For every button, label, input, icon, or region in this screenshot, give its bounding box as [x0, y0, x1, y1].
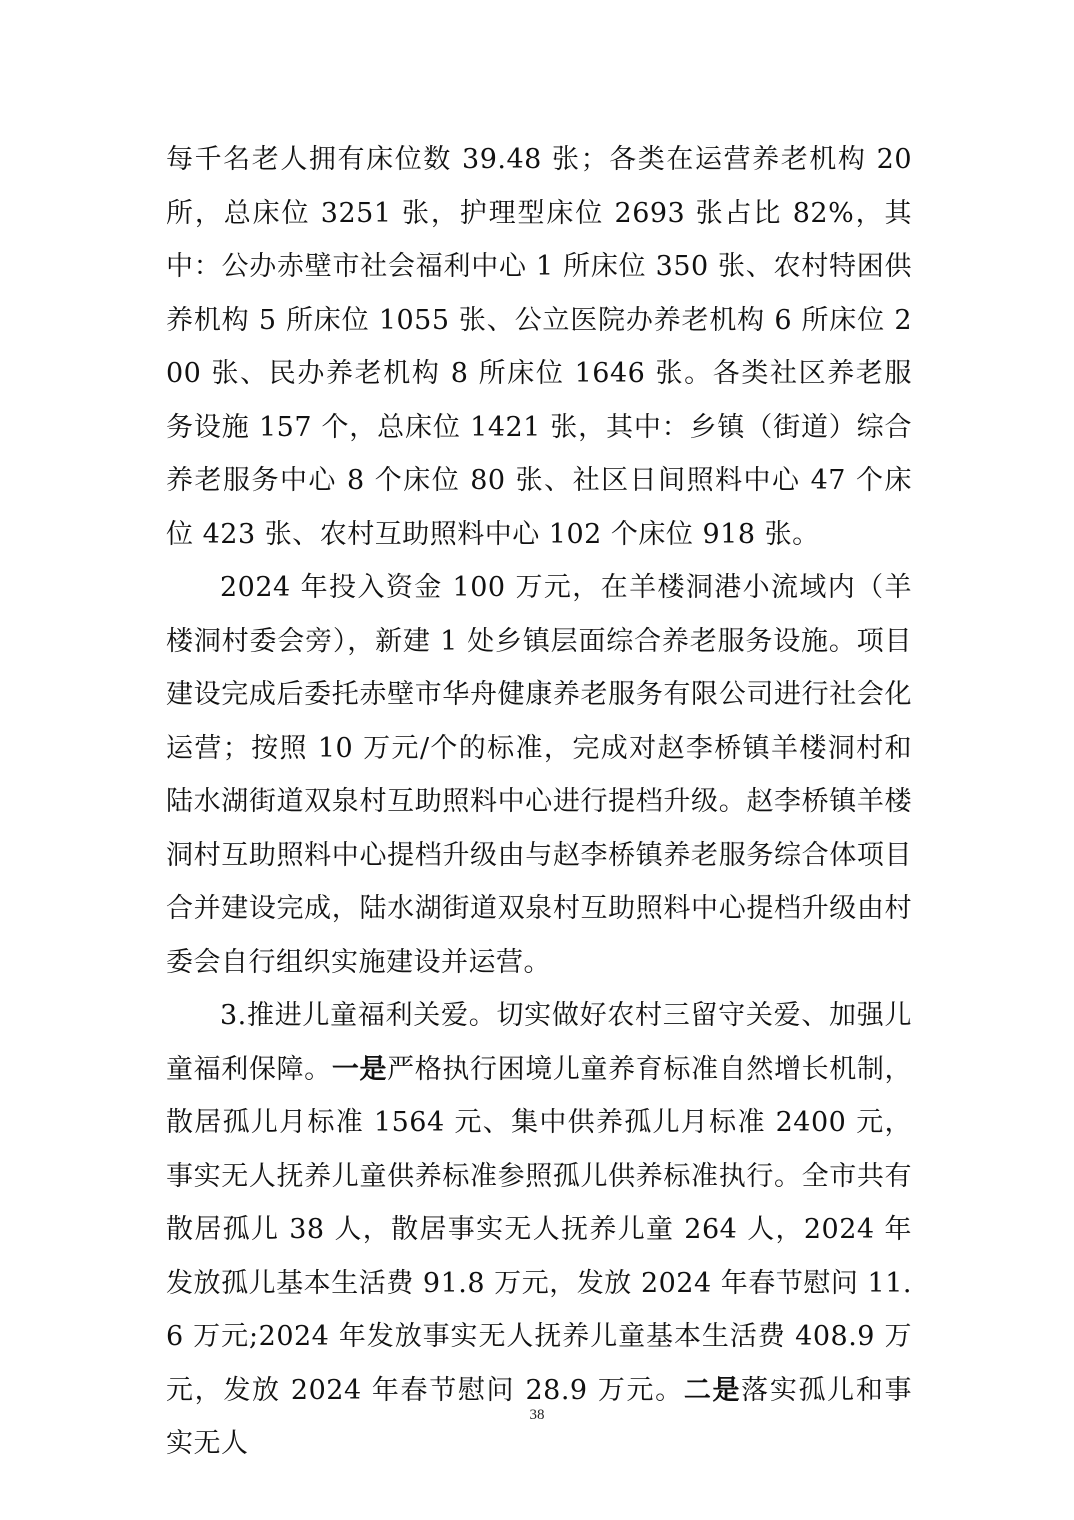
point-two-text: 落实孤儿和事实无人 [166, 1374, 913, 1459]
child-welfare-intro-text: 3.推进儿童福利关爱。切实做好农村三留守关爱、加强儿童福利保障。 [166, 1000, 912, 1085]
point-two-label: 二是 [683, 1374, 742, 1406]
paragraph-child-welfare [166, 989, 912, 1471]
point-one-label: 一是 [331, 1053, 388, 1085]
page-number: 38 [529, 1407, 545, 1423]
paragraph-elderly-care-beds: 每千名老人拥有床位数 39.48 张；各类在运营养老机构 20 所，总床位 3251 张，护理型床位 2693 张占比 82%，其中：公办赤壁市社会福利中心 1 所床位 350 张、农村特困供养机构 5 所床位 1055 张、公立医院办养老机构 6 所床位 200 张、民办养老机构 8 所床位 1646 张。各类社区养老服务设施 157 个，总床位 1421 张，其中：乡镇（街道）综合养老服务中心 8 个床位 80 张、社区日间照料中心 47 个床位 423 张、农村互助照料中心 102 个床位 918 张。 [166, 144, 912, 550]
document-body [166, 133, 912, 1471]
paragraph-2024-investment: 2024 年投入资金 100 万元，在羊楼洞港小流域内（羊楼洞村委会旁），新建 1 处乡镇层面综合养老服务设施。项目建设完成后委托赤壁市华舟健康养老服务有限公司进行社会化运营；按照 10 万元/个的标准，完成对赵李桥镇羊楼洞村和陆水湖街道双泉村互助照料中心进行提档升级。赵李桥镇羊楼洞村互助照料中心提档升级由与赵李桥镇养老服务综合体项目合并建设完成，陆水湖街道双泉村互助照料中心提档升级由村委会自行组织实施建设并运营。 [166, 572, 912, 978]
point-one-text: 严格执行困境儿童养育标准自然增长机制，散居孤儿月标准 1564 元、集中供养孤儿月标准 2400 元，事实无人抚养儿童供养标准参照孤儿供养标准执行。全市共有散居孤儿 38 人，散居事实无人抚养儿童 264 人，2024 年发放孤儿基本生活费 91.8 万元，发放 2024 年春节慰问 11.6 万元;2024 年发放事实无人抚养儿童基本生活费 408.9 万元，发放 2024 年春节慰问 28.9 万元。 [166, 1053, 913, 1406]
